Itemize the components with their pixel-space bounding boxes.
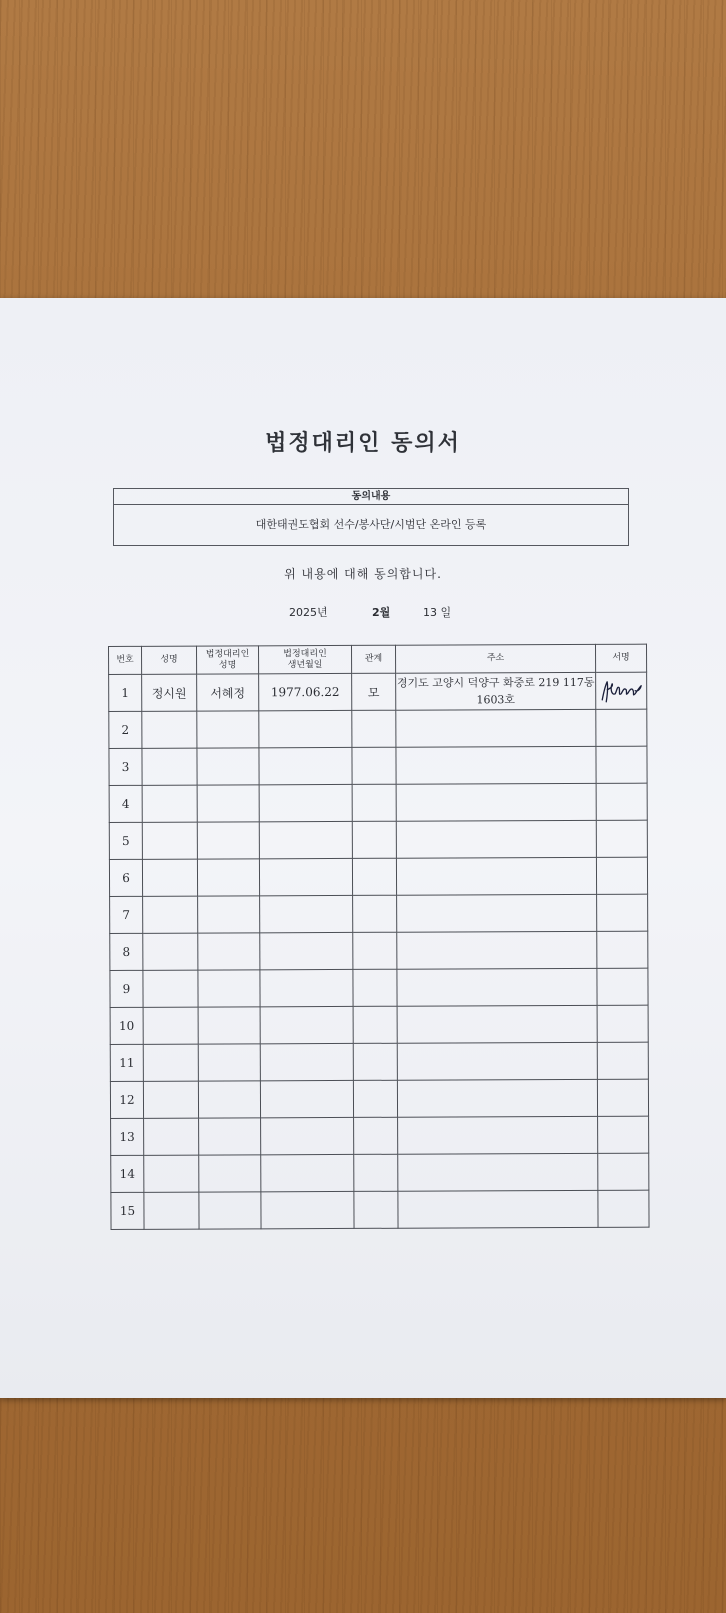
- row-relation[interactable]: [353, 1006, 397, 1043]
- row-name[interactable]: [144, 1155, 199, 1192]
- row-name[interactable]: [143, 970, 198, 1007]
- row-name[interactable]: [142, 785, 197, 822]
- row-relation[interactable]: [352, 784, 396, 821]
- row-number: 12: [110, 1081, 143, 1118]
- row-number: 5: [109, 822, 142, 859]
- row-address[interactable]: [397, 1079, 597, 1117]
- row-name[interactable]: [144, 1192, 199, 1229]
- row-number: 8: [110, 933, 143, 970]
- row-name[interactable]: [143, 1044, 198, 1081]
- row-address[interactable]: [398, 1190, 598, 1228]
- row-signature[interactable]: [598, 1153, 649, 1190]
- row-guardian-name[interactable]: [198, 970, 260, 1007]
- header-guardian-birth: 법정대리인 생년월일: [259, 645, 352, 673]
- row-address[interactable]: [397, 968, 597, 1006]
- row-name[interactable]: [143, 1007, 198, 1044]
- row-number: 6: [109, 859, 142, 896]
- row-address[interactable]: [396, 709, 596, 747]
- row-guardian-birth[interactable]: [261, 1117, 354, 1154]
- row-number: 7: [110, 896, 143, 933]
- date-year: 2025년: [289, 606, 328, 619]
- row-signature[interactable]: [597, 1079, 648, 1116]
- agreement-statement: 위 내용에 대해 동의합니다.: [284, 567, 442, 581]
- row-number: 10: [110, 1007, 143, 1044]
- header-relation: 관계: [351, 645, 395, 673]
- row-signature[interactable]: [597, 894, 648, 931]
- row-guardian-birth[interactable]: [260, 1043, 353, 1080]
- row-address[interactable]: [397, 894, 597, 932]
- date-day: 13 일: [423, 606, 452, 619]
- handwritten-signature-icon: [599, 676, 643, 706]
- row-name[interactable]: [143, 933, 198, 970]
- row-signature[interactable]: [597, 968, 648, 1005]
- row-guardian-name: 서혜정: [197, 674, 259, 711]
- row-number: 3: [109, 748, 142, 785]
- header-number: 번호: [109, 646, 142, 674]
- table-row: [110, 1042, 648, 1081]
- row-address[interactable]: [396, 746, 596, 784]
- row-name[interactable]: [142, 711, 197, 748]
- row-signature[interactable]: [597, 1042, 648, 1079]
- table-row: [109, 746, 647, 785]
- row-address[interactable]: [396, 857, 596, 895]
- row-address[interactable]: [398, 1153, 598, 1191]
- row-number: 4: [109, 785, 142, 822]
- table-row: [110, 1005, 648, 1044]
- row-signature[interactable]: [598, 1190, 649, 1227]
- row-relation[interactable]: [352, 710, 396, 747]
- document-title: 법정대리인 동의서: [265, 431, 461, 456]
- table-header-row: [109, 644, 647, 674]
- row-relation[interactable]: [353, 969, 397, 1006]
- row-guardian-birth[interactable]: [259, 784, 352, 821]
- table-row: [109, 672, 647, 711]
- row-guardian-name[interactable]: [198, 896, 260, 933]
- row-signature[interactable]: [596, 746, 647, 783]
- row-signature[interactable]: [597, 1005, 648, 1042]
- registration-table: [108, 644, 650, 1230]
- row-signature[interactable]: [597, 931, 648, 968]
- consent-content-box: [113, 488, 629, 546]
- row-relation[interactable]: [353, 1043, 397, 1080]
- date-line: [0, 604, 726, 620]
- row-address[interactable]: [398, 1116, 598, 1154]
- row-name[interactable]: [142, 822, 197, 859]
- row-guardian-name[interactable]: [197, 822, 259, 859]
- row-guardian-name[interactable]: [197, 859, 259, 896]
- consent-body: 대한태권도협회 선수/봉사단/시범단 온라인 등록: [255, 518, 487, 531]
- row-guardian-birth[interactable]: [260, 1080, 353, 1117]
- row-guardian-birth[interactable]: [261, 1154, 354, 1191]
- row-relation[interactable]: [354, 1191, 398, 1228]
- header-address: 주소: [395, 644, 595, 673]
- row-guardian-birth[interactable]: [260, 932, 353, 969]
- row-address[interactable]: [396, 820, 596, 858]
- row-number: 1: [109, 674, 142, 711]
- table-row: [109, 783, 647, 822]
- consent-form-paper: [0, 298, 726, 1398]
- row-name[interactable]: [144, 1118, 199, 1155]
- row-signature[interactable]: [598, 1116, 649, 1153]
- row-relation[interactable]: [354, 1154, 398, 1191]
- row-number: 13: [111, 1118, 144, 1155]
- row-guardian-birth[interactable]: [259, 747, 352, 784]
- row-address: 경기도 고양시 덕양구 화중로 219 117동 1603호: [396, 672, 596, 710]
- row-relation: 모: [352, 673, 396, 710]
- row-name[interactable]: [142, 748, 197, 785]
- row-number: 2: [109, 711, 142, 748]
- table-row: [110, 931, 648, 970]
- row-relation[interactable]: [353, 1080, 397, 1117]
- table-row: [109, 820, 647, 859]
- row-guardian-birth[interactable]: [259, 821, 352, 858]
- row-guardian-birth[interactable]: [259, 710, 352, 747]
- row-name[interactable]: [143, 1081, 198, 1118]
- row-guardian-name[interactable]: [197, 748, 259, 785]
- table-row: [110, 1079, 648, 1118]
- header-guardian-name: 법정대리인 성명: [197, 646, 259, 674]
- header-name: 성명: [142, 646, 197, 674]
- row-guardian-name[interactable]: [197, 785, 259, 822]
- row-signature: [596, 672, 647, 709]
- row-guardian-name[interactable]: [198, 1081, 260, 1118]
- row-name[interactable]: [142, 859, 197, 896]
- table-row: [109, 709, 647, 748]
- row-guardian-name[interactable]: [199, 1192, 261, 1229]
- row-number: 9: [110, 970, 143, 1007]
- row-guardian-birth[interactable]: [259, 858, 352, 895]
- row-guardian-name[interactable]: [199, 1118, 261, 1155]
- row-guardian-birth[interactable]: [261, 1191, 354, 1228]
- row-name[interactable]: [143, 896, 198, 933]
- row-guardian-name[interactable]: [199, 1155, 261, 1192]
- row-guardian-name[interactable]: [198, 1007, 260, 1044]
- row-name: 정시원: [142, 674, 197, 711]
- row-guardian-name[interactable]: [198, 1044, 260, 1081]
- row-signature[interactable]: [596, 783, 647, 820]
- row-guardian-name[interactable]: [198, 933, 260, 970]
- header-signature: 서명: [595, 644, 646, 672]
- row-address[interactable]: [397, 1042, 597, 1080]
- row-guardian-name[interactable]: [197, 711, 259, 748]
- row-number: 11: [110, 1044, 143, 1081]
- row-relation[interactable]: [353, 895, 397, 932]
- row-number: 15: [111, 1192, 144, 1229]
- row-relation[interactable]: [354, 1117, 398, 1154]
- row-signature[interactable]: [596, 709, 647, 746]
- row-signature[interactable]: [596, 857, 647, 894]
- row-signature[interactable]: [596, 820, 647, 857]
- row-address[interactable]: [397, 1005, 597, 1043]
- table-row: [110, 968, 648, 1007]
- date-month: 2월: [372, 606, 391, 619]
- consent-header: 동의내용: [114, 489, 628, 505]
- row-relation[interactable]: [352, 747, 396, 784]
- row-relation[interactable]: [353, 932, 397, 969]
- table-row: [111, 1190, 649, 1229]
- table-row: [111, 1153, 649, 1192]
- table-row: [110, 894, 648, 933]
- row-guardian-birth[interactable]: [260, 895, 353, 932]
- row-number: 14: [111, 1155, 144, 1192]
- row-address[interactable]: [397, 931, 597, 969]
- table-row: [109, 857, 647, 896]
- row-relation[interactable]: [352, 821, 396, 858]
- row-address[interactable]: [396, 783, 596, 821]
- row-guardian-birth[interactable]: [260, 1006, 353, 1043]
- table-row: [111, 1116, 649, 1155]
- row-guardian-birth[interactable]: [260, 969, 353, 1006]
- row-relation[interactable]: [352, 858, 396, 895]
- row-guardian-birth: 1977.06.22: [259, 673, 352, 710]
